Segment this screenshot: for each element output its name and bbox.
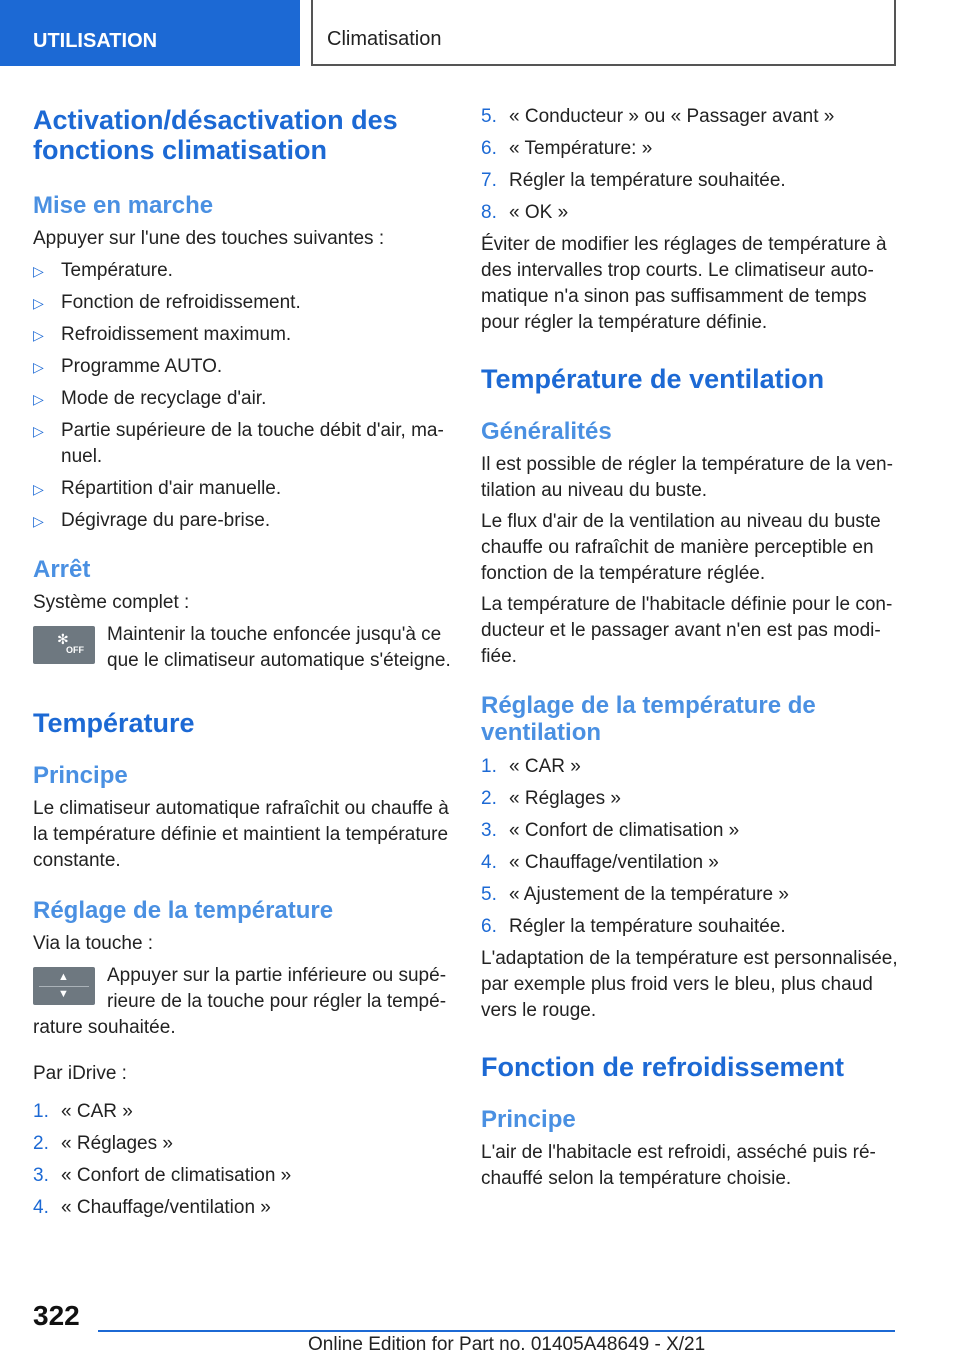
chapter-box xyxy=(311,0,896,66)
bullet-triangle-icon: ▷ xyxy=(33,391,44,407)
note-text: Éviter de modifier les réglages de température à des intervalles trop courts. Le climatiseur automatique n'a sinon pas suffisamment de temps pour régler la température définie. xyxy=(481,234,887,333)
temperature-rocker-button-icon xyxy=(33,967,95,1005)
list-item: ▷ Refroidissement maximum. xyxy=(33,322,451,348)
adaptation-text: L'adaptation de la température est personnalisée, par exemple plus froid vers le bleu, plus chaud vers le rouge. xyxy=(481,948,898,1021)
idrive-steps-continued xyxy=(481,104,899,226)
ventilation-p3: La température de l'habitacle définie pour le conducteur et le passager avant n'en est pas modifiée. xyxy=(481,594,893,667)
list-item: 3. « Confort de climatisation » xyxy=(33,1165,292,1186)
list-item: 4. « Chauffage/ventilation » xyxy=(33,1197,271,1218)
bullet-triangle-icon: ▷ xyxy=(33,513,44,529)
list-item: 5. « Ajustement de la température » xyxy=(481,884,789,905)
bullet-triangle-icon: ▷ xyxy=(33,481,44,497)
list-item: ▷ Fonction de refroidissement. xyxy=(33,290,451,316)
via-touche: Via la touche : xyxy=(33,933,154,954)
heading-generalites: Généralités xyxy=(481,418,612,445)
list-item: ▷ Programme AUTO. xyxy=(33,354,451,380)
footer-edition: Online Edition for Part no. 01405A48649 - X/21 xyxy=(308,1334,706,1355)
page-number: 322 xyxy=(33,1300,80,1331)
off-button-block xyxy=(33,622,451,674)
heading-arret: Arrêt xyxy=(33,556,91,583)
heading-principe: Principe xyxy=(33,762,128,789)
rocker-divider xyxy=(39,986,89,987)
bullet-triangle-icon: ▷ xyxy=(33,295,44,311)
principe-text: Le climatiseur automatique rafraîchit ou chauffe à la température définie et maintient la température constante. xyxy=(33,798,449,871)
list-item: 5. « Conducteur » ou « Passager avant » xyxy=(481,106,835,127)
list-item: 1. « CAR » xyxy=(33,1101,133,1122)
list-item: 2. « Réglages » xyxy=(33,1133,173,1154)
ventilation-p2: Le flux d'air de la ventilation au niveau du buste chauffe ou rafraîchit de manière perceptible en fonction de la température réglée. xyxy=(481,511,881,584)
off-button-text: Maintenir la touche enfoncée jusqu'à ce que le climatiseur automatique s'éteigne. xyxy=(107,624,451,671)
title-refroidissement: Fonction de refroidissement xyxy=(481,1052,845,1082)
heading-reglage-ventilation: Réglage de la température de ventilation xyxy=(481,692,816,746)
par-idrive: Par iDrive : xyxy=(33,1063,127,1084)
list-item: 7. Régler la température souhaitée. xyxy=(481,170,786,191)
list-item: 8. « OK » xyxy=(481,202,569,223)
list-item: 6. Régler la température souhaitée. xyxy=(481,916,786,937)
bullet-triangle-icon: ▷ xyxy=(33,423,44,439)
heading-principe-refroidissement: Principe xyxy=(481,1106,576,1133)
right-column xyxy=(481,104,899,1192)
chapter-title: Climatisation xyxy=(327,28,442,50)
heading-reglage-temperature: Réglage de la température xyxy=(33,897,334,924)
footer-divider xyxy=(98,1330,895,1332)
off-label: OFF xyxy=(66,645,84,655)
fan-icon: ✻ xyxy=(57,631,69,647)
temp-button-text: Appuyer sur la partie inférieure ou supérieure de la touche pour régler la température souhaitée. xyxy=(33,965,447,1038)
list-item: ▷ Température. xyxy=(33,258,451,284)
title-temperature: Température xyxy=(33,708,195,738)
arrow-up-icon: ▲ xyxy=(58,971,69,983)
list-item: 2. « Réglages » xyxy=(481,788,621,809)
title-ventilation: Température de ventilation xyxy=(481,364,825,394)
heading-mise-en-marche: Mise en marche xyxy=(33,192,214,219)
left-column xyxy=(33,100,451,1227)
bullet-triangle-icon: ▷ xyxy=(33,263,44,279)
touches-list xyxy=(33,258,451,534)
idrive-steps xyxy=(33,1099,451,1221)
list-item: 4. « Chauffage/ventilation » xyxy=(481,852,719,873)
list-item: 3. « Confort de climatisation » xyxy=(481,820,740,841)
refroidissement-text: L'air de l'habitacle est refroidi, asséché puis réchauffé selon la température choisie. xyxy=(481,1142,876,1189)
ventilation-p1: Il est possible de régler la température de la ventilation au niveau du buste. xyxy=(481,454,893,501)
list-item: ▷ Répartition d'air manuelle. xyxy=(33,476,451,502)
temp-button-block xyxy=(33,963,451,1041)
page-header xyxy=(0,0,960,66)
title-activation: Activation/désactivation des fonctions climatisation xyxy=(33,105,398,165)
mise-en-marche-intro: Appuyer sur l'une des touches suivantes : xyxy=(33,228,385,249)
arret-intro: Système complet : xyxy=(33,592,190,613)
section-tab: UTILISATION xyxy=(0,0,300,66)
list-item: ▷ Partie supérieure de la touche débit d'air, manuel. xyxy=(33,420,444,467)
bullet-triangle-icon: ▷ xyxy=(33,327,44,343)
arrow-down-icon: ▼ xyxy=(58,988,69,1000)
ventilation-steps xyxy=(481,754,899,940)
list-item: ▷ Dégivrage du pare-brise. xyxy=(33,508,451,534)
list-item: 1. « CAR » xyxy=(481,756,581,777)
fan-off-button-icon xyxy=(33,626,95,664)
bullet-triangle-icon: ▷ xyxy=(33,359,44,375)
list-item: 6. « Température: » xyxy=(481,138,653,159)
list-item: ▷ Mode de recyclage d'air. xyxy=(33,386,451,412)
